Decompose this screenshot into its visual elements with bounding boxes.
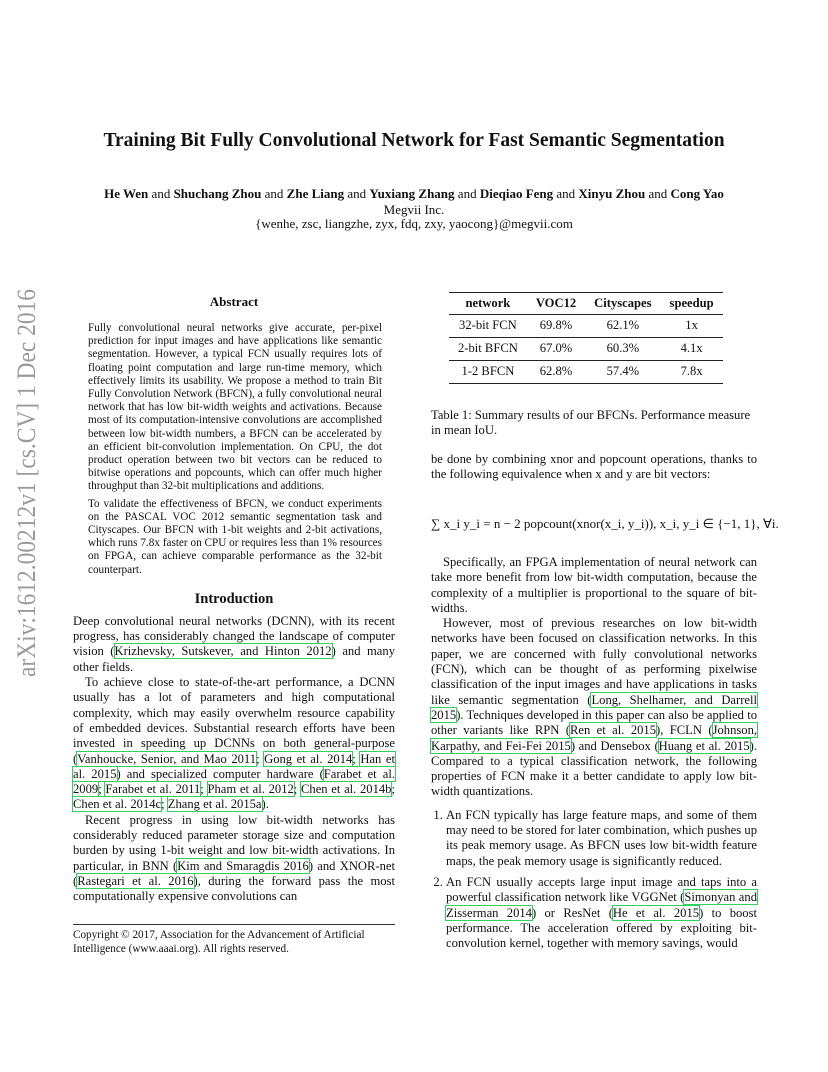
author-separator: and xyxy=(261,186,287,201)
author-separator: and xyxy=(553,186,579,201)
table-cell: 1x xyxy=(685,318,698,332)
table-header-cell: Cityscapes xyxy=(594,296,652,310)
right-paragraph-1-block xyxy=(431,452,757,483)
table-header-cell: speedup xyxy=(669,296,714,310)
equation-text: ∑ x_i y_i = n − 2 popcount(xnor(x_i, y_i)), x_i, y_i ∈ {−1, 1}, ∀i. xyxy=(431,516,779,531)
right-paragraph-2: Specifically, an FPGA implementation of neural network can take more benefit from low bit-width computation, because the complexity of a multiplier is proportional to the square of bit-widths. xyxy=(431,555,757,615)
citation-link[interactable]: Johnson, Karpathy, and Fei-Fei 2015 xyxy=(431,723,758,753)
author-name: He Wen xyxy=(104,186,149,201)
citation-link[interactable]: Zhang et al. 2015a xyxy=(167,797,262,812)
citation-link[interactable]: He et al. 2015 xyxy=(612,905,700,920)
arxiv-identifier xyxy=(4,285,46,680)
citation-link[interactable]: Huang et al. 2015 xyxy=(658,738,750,753)
right-body-text xyxy=(431,555,757,957)
author-emails: {wenhe, zsc, liangzhe, zyx, fdq, zxy, yaocong}@megvii.com xyxy=(255,216,573,231)
author-name: Shuchang Zhou xyxy=(173,186,262,201)
abstract-paragraph-1: Fully convolutional neural networks give accurate, per-pixel prediction for input images and have applications like semantic segmentation. However, a typical FCN usually requires lots of floating point computation and large run-time memory, which effectively limits its usability. We propose a method to train Bit Fully Convolution Network (BFCN), a fully convolutional neural network that has low bit-width weights and activations. Because most of its computation-intensive convolutions are accomplished between low bit-width numbers, a BFCN can be accelerated by an efficient bit-convolution implementation. On CPU, the dot product operation between two bit vectors can be reduced to bitwise operations and popcounts, which can offer much higher throughput than 32-bit multiplications and additions. xyxy=(88,322,382,493)
right-paragraph-1: be done by combining xnor and popcount operations, thanks to the following equivalence when x and y are bit vectors: xyxy=(431,452,757,482)
abstract-paragraph-2: To validate the effectiveness of BFCN, we conduct experiments on the PASCAL VOC 2012 semantic segmentation task and Cityscapes. Our BFCN with 1-bit weights and 2-bit activations, which runs 7.8x faster on CPU or requires less than 1% resources on FPGA, can achieve comparable performance as the 32-bit counterpart. xyxy=(88,497,382,576)
intro-paragraph-2: To achieve close to state-of-the-art performance, a DCNN usually has a lot of parameters and high computational complexity, which may easily overwhelm resource capability of embedded devices. Substantial research efforts have been invested in speeding up DCNNs on both general-purpose (Vanhoucke, Senior, and Mao 2011; Gong et al. 2014; Han et al. 2015) and specialized computer hardware (Farabet et al. 2009; Farabet et al. 2011; Pham et al. 2012; Chen et al. 2014b; Chen et al. 2014c; Zhang et al. 2015a). xyxy=(73,675,395,812)
table-row xyxy=(449,338,723,361)
table-cell: 7.8x xyxy=(680,364,703,378)
author-separator: and xyxy=(148,186,174,201)
author-name: Cong Yao xyxy=(670,186,724,201)
citation-link[interactable]: Long, Shelhamer, and Darrell 2015 xyxy=(431,692,757,722)
left-column xyxy=(73,294,395,905)
author-name: Zhe Liang xyxy=(286,186,345,201)
citation-link[interactable]: Gong et al. 2014 xyxy=(264,751,353,766)
table-cell: 57.4% xyxy=(606,364,640,378)
author-separator: and xyxy=(645,186,671,201)
right-paragraph-3: However, most of previous researches on low bit-width networks have been focused on classification networks. In this paper, we are concerned with fully convolutional networks (FCN), which can be thought of as performing pixelwise classification of the input images and have applications in tasks like semantic segmentation (Long, Shelhamer, and Darrell 2015). Techniques developed in this paper can also be applied to other variants like RPN (Ren et al. 2015), FCLN (Johnson, Karpathy, and Fei-Fei 2015) and Densebox (Huang et al. 2015). Compared to a typical classification network, the following properties of FCN make it a better candidate to apply low bit-width quantizations. xyxy=(431,616,758,799)
table-cell: 60.3% xyxy=(606,341,640,355)
citation-link[interactable]: Chen et al. 2014c xyxy=(73,797,162,812)
intro-paragraph-1: Deep convolutional neural networks (DCNN), with its recent progress, has considerably changed the landscape of computer vision (Krizhevsky, Sutskever, and Hinton 2012) and many other fields. xyxy=(73,613,395,674)
author-separator: and xyxy=(344,186,370,201)
citation-link[interactable]: Chen et al. 2014b xyxy=(301,782,392,797)
list-item: 2. An FCN usually accepts large input image and taps into a powerful classification network like VGGNet (Simonyan and Zisserman 2014) or ResNet (He et al. 2015) to boost performance. The acceleration offered by exploiting bit-convolution kernel, together with memory savings, would xyxy=(446,875,757,951)
equation xyxy=(431,502,791,548)
table-header-row xyxy=(449,293,723,315)
author-name: Yuxiang Zhang xyxy=(369,186,455,201)
table-cell: 67.0% xyxy=(539,341,573,355)
table-header-cell: VOC12 xyxy=(535,296,577,310)
table-cell: 4.1x xyxy=(680,341,703,355)
author-name: Xinyu Zhou xyxy=(578,186,646,201)
citation-link[interactable]: Han et al. 2015 xyxy=(73,751,395,781)
citation-link[interactable]: Krizhevsky, Sutskever, and Hinton 2012 xyxy=(114,644,332,659)
table-row xyxy=(449,361,723,384)
citation-link[interactable]: Kim and Smaragdis 2016 xyxy=(177,858,309,873)
paper-title: Training Bit Fully Convolutional Network for Fast Semantic Segmentation xyxy=(103,130,725,151)
copyright-footnote: Copyright © 2017, Association for the Advancement of Artificial Intelligence (www.aaai.org). All rights reserved. xyxy=(73,924,395,956)
intro-paragraph-3: Recent progress in using low bit-width networks has considerably reduced parameter storage size and computation burden by using 1-bit weight and low bit-width activations. In particular, in BNN (Kim and Smaragdis 2016) and XNOR-net (Rastegari et al. 2016), during the forward pass the most computationally expensive convolutions can xyxy=(73,812,395,904)
table-caption: Table 1: Summary results of our BFCNs. Performance measure in mean IoU. xyxy=(431,408,751,438)
introduction-heading: Introduction xyxy=(194,590,274,607)
citation-link[interactable]: Rastegari et al. 2016 xyxy=(77,873,194,888)
citation-link[interactable]: Vanhoucke, Senior, and Mao 2011 xyxy=(77,751,257,766)
results-table xyxy=(449,292,723,384)
table-cell: 62.8% xyxy=(539,364,573,378)
list-item: 1. An FCN typically has large feature maps, and some of them may need to be stored for later combination, which pushes up its peak memory usage. As BFCN uses low bit-width feature maps, the peak memory usage is significantly reduced. xyxy=(446,808,757,869)
citation-link[interactable]: Pham et al. 2012 xyxy=(207,782,294,797)
abstract-heading: Abstract xyxy=(209,294,259,309)
affiliation: Megvii Inc. xyxy=(383,202,445,217)
results-table-block xyxy=(431,292,757,439)
table-cell: 62.1% xyxy=(606,318,640,332)
citation-link[interactable]: Farabet et al. 2009 xyxy=(73,766,395,797)
table-cell: 32-bit FCN xyxy=(459,318,517,332)
author-name: Dieqiao Feng xyxy=(479,186,554,201)
author-list xyxy=(40,186,788,202)
author-separator: and xyxy=(454,186,480,201)
table-header-cell: network xyxy=(465,296,511,310)
citation-link[interactable]: Ren et al. 2015 xyxy=(569,723,657,738)
svg-text:arXiv:1612.00212v1 [cs.CV] 1: arXiv:1612.00212v1 [cs.CV] 1 Dec 2016 xyxy=(12,285,41,677)
citation-link[interactable]: Simonyan and Zisserman 2014 xyxy=(446,890,757,920)
table-cell: 2-bit BFCN xyxy=(458,341,518,355)
citation-link[interactable]: Farabet et al. 2011 xyxy=(105,782,201,797)
table-row xyxy=(449,315,723,338)
fcn-properties-list xyxy=(431,808,757,952)
table-cell: 1-2 BFCN xyxy=(461,364,515,378)
table-cell: 69.8% xyxy=(539,318,573,332)
